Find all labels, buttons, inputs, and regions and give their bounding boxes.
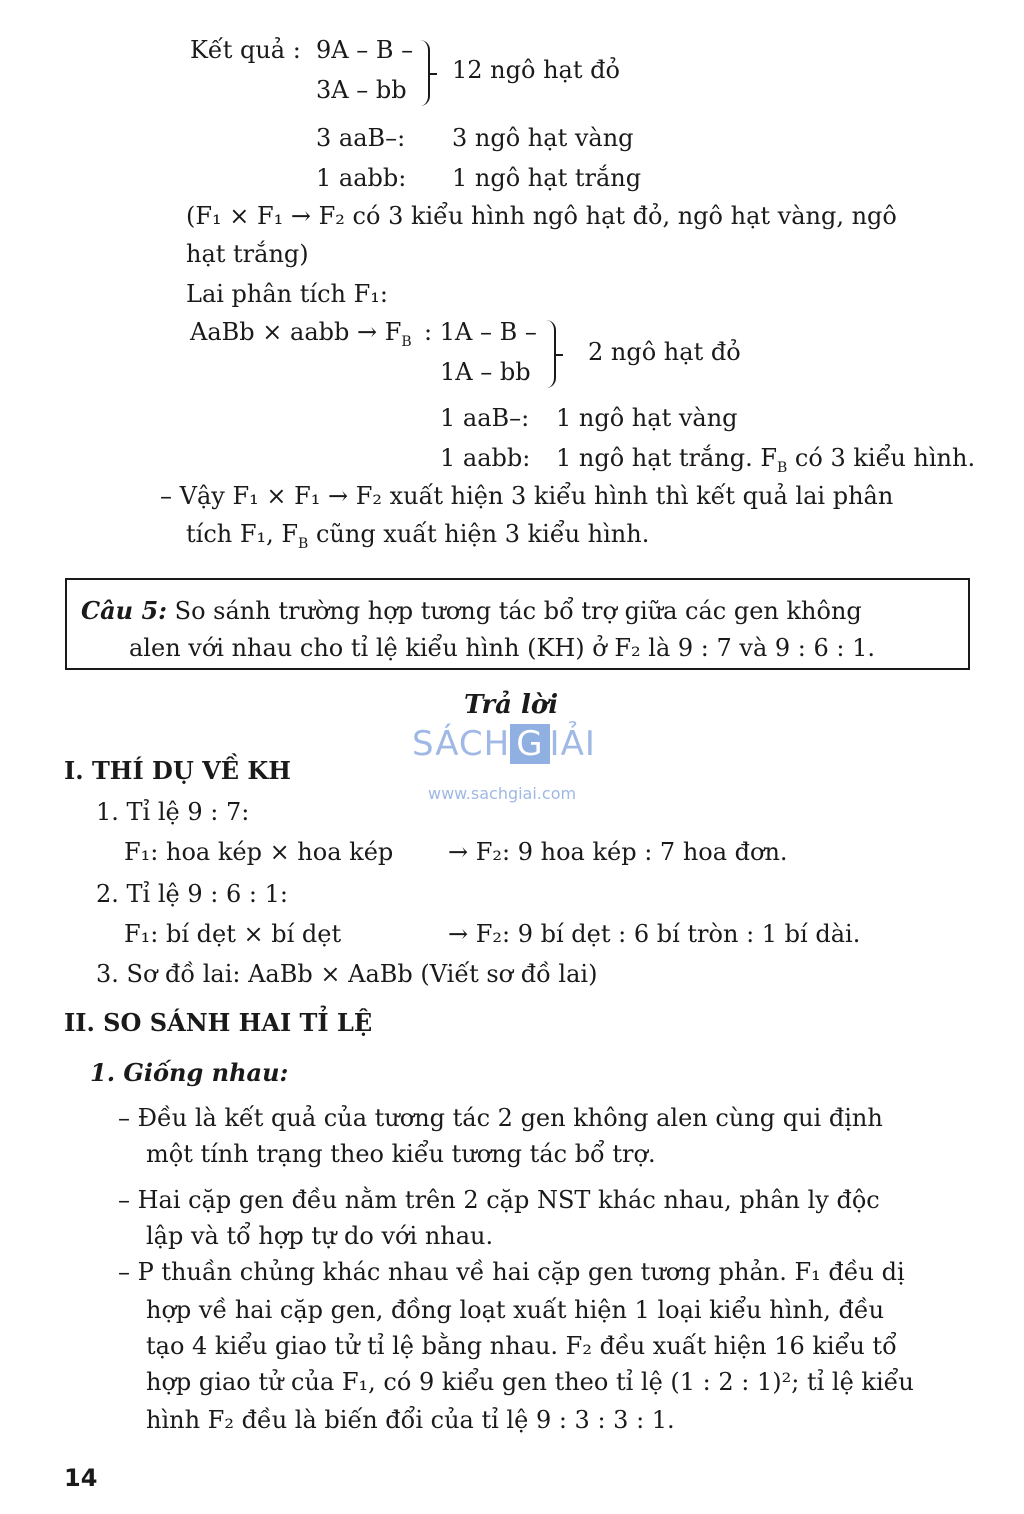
bullet-3-line-5: hình F₂ đều là biến đổi của tỉ lệ 9 : 3 : 3 : 1. bbox=[146, 1406, 675, 1434]
question-line-1: So sánh trường hợp tương tác bổ trợ giữa các gen không bbox=[167, 597, 862, 625]
question-label: Câu 5: bbox=[81, 596, 168, 625]
bullet-2-line-2: lập và tổ hợp tự do với nhau. bbox=[146, 1222, 494, 1250]
answer-title: Trả lời bbox=[464, 690, 559, 720]
watermark-url: www.sachgiai.com bbox=[428, 784, 577, 803]
cross-text: AaBb × aabb → F bbox=[190, 318, 402, 346]
genotype-9A: 9A – B – bbox=[316, 36, 414, 64]
question-text bbox=[81, 592, 956, 667]
cross-sub: B bbox=[401, 333, 412, 350]
section-2-heading: II. SO SÁNH HAI TỈ LỆ bbox=[64, 1008, 373, 1037]
watermark-text bbox=[412, 724, 596, 764]
bullet-3-line-2: hợp về hai cặp gen, đồng loạt xuất hiện 1 loại kiểu hình, đều bbox=[146, 1296, 885, 1324]
conc2-tail: cũng xuất hiện 3 kiểu hình. bbox=[308, 520, 650, 548]
section-1-heading: I. THÍ DỤ VỀ KH bbox=[64, 756, 291, 785]
genotype-3A: 3A – bb bbox=[316, 76, 407, 104]
conc2-sub: B bbox=[298, 535, 309, 552]
brace-red bbox=[420, 40, 430, 106]
wm-g: G bbox=[510, 724, 549, 764]
bullet-3-line-4: hợp giao tử của F₁, có 9 kiểu gen theo tỉ lệ (1 : 2 : 1)²; tỉ lệ kiểu bbox=[146, 1368, 914, 1396]
item-2-title: 2. Tỉ lệ 9 : 6 : 1: bbox=[96, 880, 288, 908]
wm-right: IẢI bbox=[549, 724, 596, 764]
genotype-1aabb: 1 aabb: bbox=[316, 164, 407, 192]
white-text: 1 ngô hạt trắng. F bbox=[556, 444, 777, 472]
brace-red-2 bbox=[546, 320, 556, 388]
question-line-2: alen với nhau cho tỉ lệ kiểu hình (KH) ở F₂ là 9 : 7 và 9 : 6 : 1. bbox=[129, 634, 876, 662]
test-cross-equation bbox=[190, 318, 412, 350]
white-sub: B bbox=[777, 459, 788, 476]
item-1-right: → F₂: 9 hoa kép : 7 hoa đơn. bbox=[448, 838, 788, 866]
bullet-1-line-1: – Đều là kết quả của tương tác 2 gen không alen cùng qui định bbox=[118, 1104, 883, 1132]
wm-left: SÁCH bbox=[412, 724, 511, 764]
conclusion-line-1: – Vậy F₁ × F₁ → F₂ xuất hiện 3 kiểu hình thì kết quả lai phân bbox=[160, 482, 894, 510]
result-1-white-b bbox=[556, 444, 975, 476]
result-3-yellow: 3 ngô hạt vàng bbox=[452, 124, 634, 152]
white-tail: có 3 kiểu hình. bbox=[787, 444, 976, 472]
watermark-logo bbox=[410, 724, 620, 804]
result-1-white: 1 ngô hạt trắng bbox=[452, 164, 642, 192]
question-box bbox=[65, 578, 970, 670]
bullet-3-line-3: tạo 4 kiểu giao tử tỉ lệ bằng nhau. F₂ đều xuất hiện 16 kiểu tổ bbox=[146, 1332, 897, 1360]
genotype-1aabb-b: 1 aabb: bbox=[440, 444, 531, 472]
test-cross-label: Lai phân tích F₁: bbox=[186, 280, 388, 308]
bullet-1-line-2: một tính trạng theo kiểu tương tác bổ trợ. bbox=[146, 1140, 656, 1168]
item-2-right: → F₂: 9 bí dẹt : 6 bí tròn : 1 bí dài. bbox=[448, 920, 861, 948]
genotype-3aaB: 3 aaB–: bbox=[316, 124, 406, 152]
page-number: 14 bbox=[64, 1464, 98, 1492]
similarity-title: 1. Giống nhau: bbox=[90, 1058, 289, 1087]
bullet-3-line-1: – P thuần chủng khác nhau về hai cặp gen tương phản. F₁ đều dị bbox=[118, 1258, 905, 1286]
note-line-1: (F₁ × F₁ → F₂ có 3 kiểu hình ngô hạt đỏ, ngô hạt vàng, ngô bbox=[186, 202, 897, 230]
item-1-title: 1. Tỉ lệ 9 : 7: bbox=[96, 798, 250, 826]
conc2-text: tích F₁, F bbox=[186, 520, 299, 548]
item-3: 3. Sơ đồ lai: AaBb × AaBb (Viết sơ đồ lai) bbox=[96, 960, 598, 988]
result-label: Kết quả : bbox=[190, 36, 301, 64]
genotype-1aaB: 1 aaB–: bbox=[440, 404, 530, 432]
genotype-1A-B: : 1A – B – bbox=[424, 318, 537, 346]
item-1-left: F₁: hoa kép × hoa kép bbox=[124, 838, 394, 866]
genotype-1A-bb: 1A – bb bbox=[440, 358, 531, 386]
conclusion-line-2 bbox=[186, 520, 649, 552]
result-2-red: 2 ngô hạt đỏ bbox=[588, 338, 741, 366]
result-12-red: 12 ngô hạt đỏ bbox=[452, 56, 620, 84]
item-2-left: F₁: bí dẹt × bí dẹt bbox=[124, 920, 342, 948]
result-1-yellow: 1 ngô hạt vàng bbox=[556, 404, 738, 432]
bullet-2-line-1: – Hai cặp gen đều nằm trên 2 cặp NST khác nhau, phân ly độc bbox=[118, 1186, 880, 1214]
note-line-2: hạt trắng) bbox=[186, 240, 309, 268]
